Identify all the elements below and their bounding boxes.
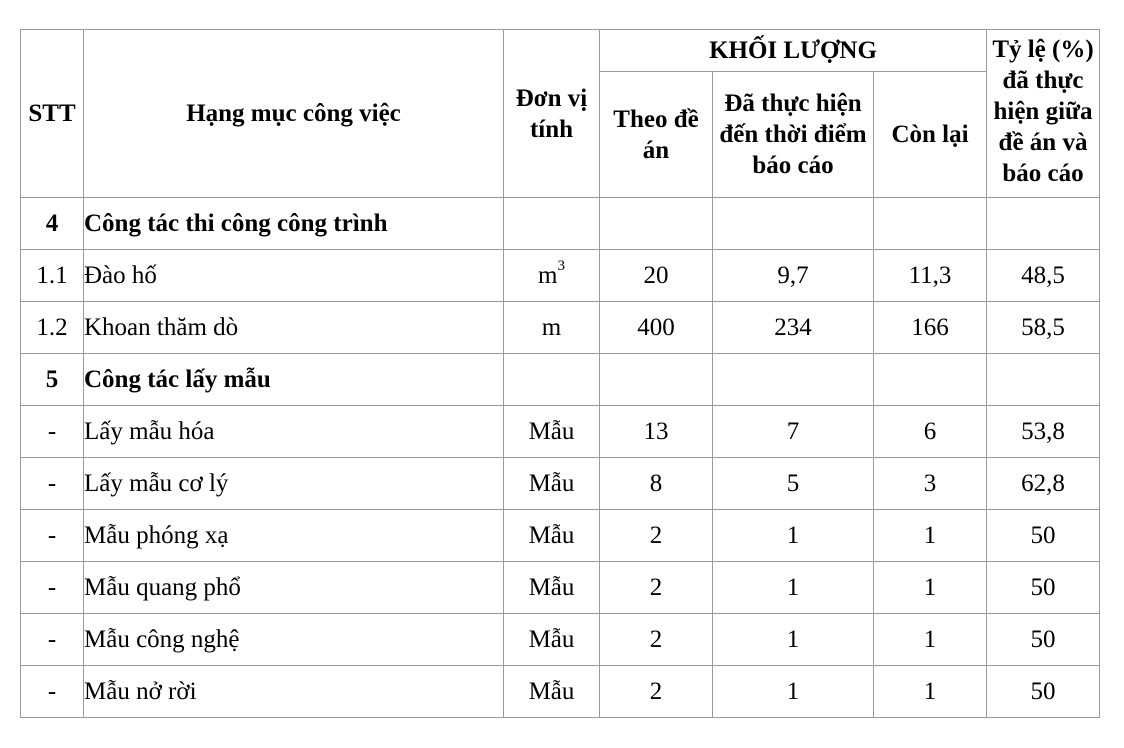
row-name: Lấy mẫu cơ lý xyxy=(84,458,504,510)
row-ratio: 48,5 xyxy=(987,250,1100,302)
table-row xyxy=(21,198,1100,250)
row-name: Mẫu công nghệ xyxy=(84,614,504,666)
row-stt: - xyxy=(21,510,84,562)
row-unit xyxy=(504,354,600,406)
row-unit-text: m xyxy=(538,261,558,289)
row-done: 1 xyxy=(713,614,874,666)
row-remaining: 1 xyxy=(874,510,987,562)
row-unit xyxy=(504,614,600,666)
row-planned: 2 xyxy=(600,666,713,718)
row-planned: 8 xyxy=(600,458,713,510)
row-name: Mẫu nở rời xyxy=(84,666,504,718)
row-stt: 5 xyxy=(21,354,84,406)
table-row xyxy=(21,354,1100,406)
row-stt: 1.2 xyxy=(21,302,84,354)
row-unit-text: Mẫu xyxy=(528,469,575,497)
row-unit xyxy=(504,250,600,302)
row-done: 9,7 xyxy=(713,250,874,302)
work-volume-table xyxy=(20,29,1100,718)
row-ratio: 50 xyxy=(987,510,1100,562)
header-done: Đã thực hiện đến thời điểm báo cáo xyxy=(713,72,874,198)
row-stt: 1.1 xyxy=(21,250,84,302)
row-unit-superscript: 3 xyxy=(557,258,565,275)
header-remaining: Còn lại xyxy=(874,72,987,198)
table-row xyxy=(21,562,1100,614)
table-row xyxy=(21,406,1100,458)
row-unit xyxy=(504,666,600,718)
row-name: Công tác lấy mẫu xyxy=(84,354,504,406)
header-volume-group: KHỐI LƯỢNG xyxy=(600,30,987,72)
row-remaining: 6 xyxy=(874,406,987,458)
row-done: 7 xyxy=(713,406,874,458)
row-remaining: 1 xyxy=(874,614,987,666)
row-stt: - xyxy=(21,458,84,510)
row-name: Khoan thăm dò xyxy=(84,302,504,354)
row-name: Đào hố xyxy=(84,250,504,302)
row-stt: 4 xyxy=(21,198,84,250)
row-unit-text: Mẫu xyxy=(528,521,575,549)
row-remaining xyxy=(874,198,987,250)
row-remaining: 3 xyxy=(874,458,987,510)
row-name: Mẫu quang phổ xyxy=(84,562,504,614)
row-name: Mẫu phóng xạ xyxy=(84,510,504,562)
table-row xyxy=(21,302,1100,354)
row-unit-text: Mẫu xyxy=(528,417,575,445)
header-unit: Đơn vị tính xyxy=(504,30,600,198)
row-remaining: 166 xyxy=(874,302,987,354)
header-item: Hạng mục công việc xyxy=(84,30,504,198)
row-unit xyxy=(504,406,600,458)
row-unit xyxy=(504,562,600,614)
row-name: Lấy mẫu hóa xyxy=(84,406,504,458)
row-unit xyxy=(504,198,600,250)
row-planned: 20 xyxy=(600,250,713,302)
row-unit-text: Mẫu xyxy=(528,573,575,601)
table-row xyxy=(21,250,1100,302)
row-remaining: 11,3 xyxy=(874,250,987,302)
row-planned: 400 xyxy=(600,302,713,354)
header-ratio: Tỷ lệ (%) đã thực hiện giữa đề án và báo cáo xyxy=(987,30,1100,198)
row-done: 1 xyxy=(713,510,874,562)
row-ratio xyxy=(987,354,1100,406)
row-ratio: 62,8 xyxy=(987,458,1100,510)
row-ratio: 50 xyxy=(987,614,1100,666)
row-stt: - xyxy=(21,406,84,458)
row-ratio: 53,8 xyxy=(987,406,1100,458)
row-unit xyxy=(504,302,600,354)
header-planned: Theo đề án xyxy=(600,72,713,198)
row-name: Công tác thi công công trình xyxy=(84,198,504,250)
table-row xyxy=(21,510,1100,562)
header-stt: STT xyxy=(21,30,84,198)
row-done: 1 xyxy=(713,562,874,614)
row-done: 1 xyxy=(713,666,874,718)
row-unit xyxy=(504,510,600,562)
row-done: 234 xyxy=(713,302,874,354)
row-planned xyxy=(600,354,713,406)
row-remaining xyxy=(874,354,987,406)
row-ratio xyxy=(987,198,1100,250)
table-row xyxy=(21,614,1100,666)
row-ratio: 50 xyxy=(987,666,1100,718)
row-stt: - xyxy=(21,562,84,614)
row-ratio: 50 xyxy=(987,562,1100,614)
row-unit-text: Mẫu xyxy=(528,625,575,653)
row-ratio: 58,5 xyxy=(987,302,1100,354)
row-remaining: 1 xyxy=(874,666,987,718)
row-planned xyxy=(600,198,713,250)
row-planned: 13 xyxy=(600,406,713,458)
row-unit xyxy=(504,458,600,510)
table-body xyxy=(21,198,1100,718)
row-unit-text: m xyxy=(541,313,562,341)
table-row xyxy=(21,458,1100,510)
row-done xyxy=(713,198,874,250)
row-planned: 2 xyxy=(600,510,713,562)
row-planned: 2 xyxy=(600,614,713,666)
row-stt: - xyxy=(21,614,84,666)
row-done: 5 xyxy=(713,458,874,510)
row-remaining: 1 xyxy=(874,562,987,614)
table-row xyxy=(21,666,1100,718)
row-unit-text: Mẫu xyxy=(528,677,575,705)
row-planned: 2 xyxy=(600,562,713,614)
row-stt: - xyxy=(21,666,84,718)
row-done xyxy=(713,354,874,406)
